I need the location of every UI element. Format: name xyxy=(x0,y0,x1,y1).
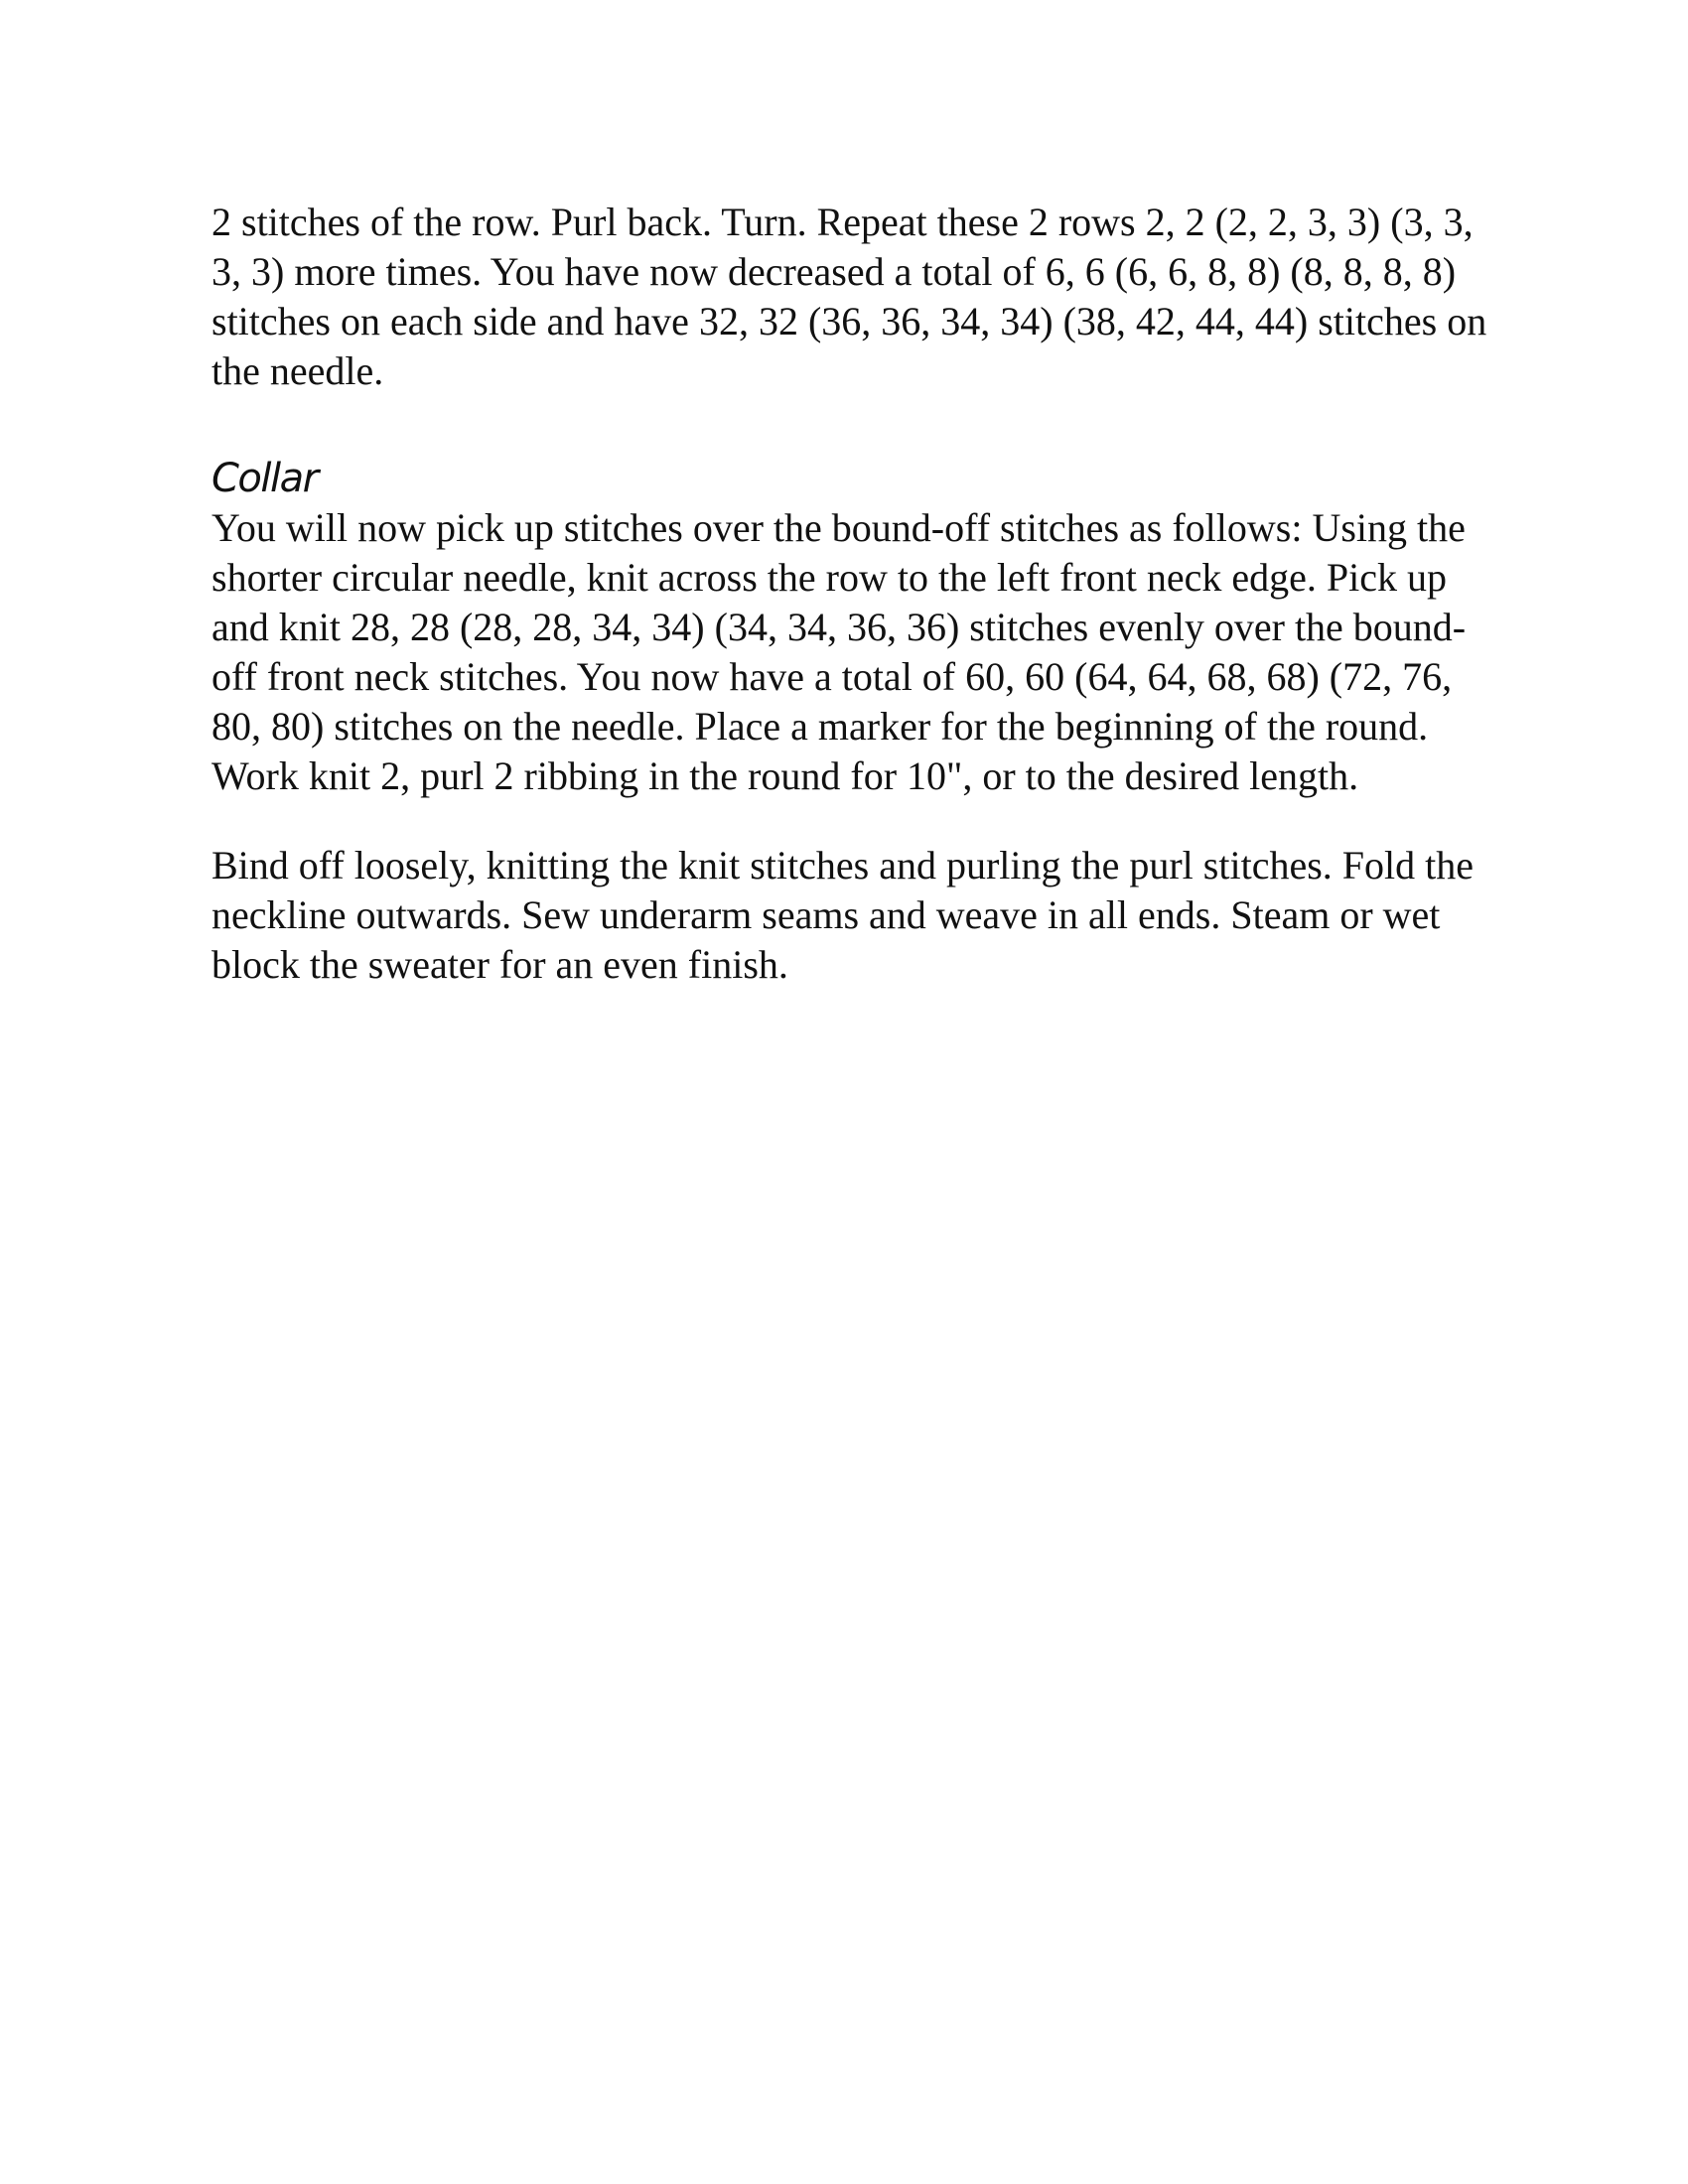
section-heading-collar: Collar xyxy=(211,456,318,501)
collar-instructions-paragraph: You will now pick up stitches over the bound-off stitches as follows: Using the shorter circular needle, knit across the row to the left front neck edge. Pick up and knit 28, 28 (28, 28, 34, 34) (34, 34, 36, 36) stitches evenly over the bound-off front neck stitches. You now have a total of 60, 60 (64, 64, 68, 68) (72, 76, 80, 80) stitches on the needle. Place a marker for the beginning of the round. Work knit 2, purl 2 ribbing in the round for 10", or to the desired length. xyxy=(211,505,1467,798)
page-content xyxy=(211,198,1492,990)
finishing-instructions-paragraph: Bind off loosely, knitting the knit stitches and purling the purl stitches. Fold the neckline outwards. Sew underarm seams and weave in all ends. Steam or wet block the sweater for an even finish. xyxy=(211,843,1474,987)
continuation-paragraph: 2 stitches of the row. Purl back. Turn. Repeat these 2 rows 2, 2 (2, 2, 3, 3) (3, 3, 3, 3) more times. You have now decreased a total of 6, 6 (6, 6, 8, 8) (8, 8, 8, 8) stitches on each side and have 32, 32 (36, 36, 34, 34) (38, 42, 44, 44) stitches on the needle. xyxy=(211,200,1487,393)
